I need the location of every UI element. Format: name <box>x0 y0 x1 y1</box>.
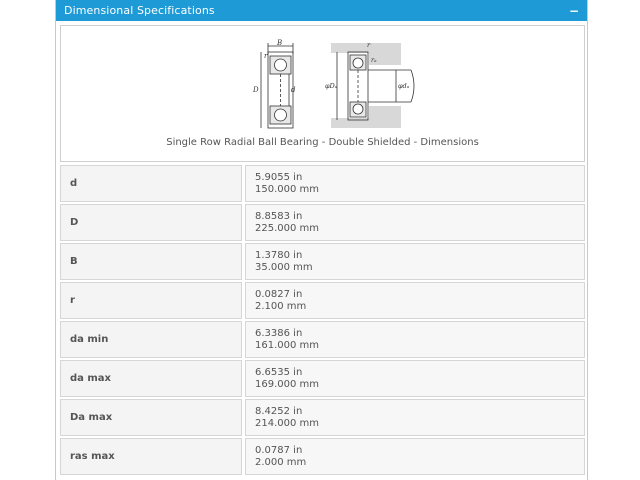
spec-value-inch: 1.3780 in <box>255 250 303 261</box>
spec-value-mm: 169.000 mm <box>255 379 320 390</box>
spec-value-mm: 2.000 mm <box>255 457 307 468</box>
spec-label: da max <box>60 360 242 397</box>
spec-value <box>245 438 585 475</box>
spec-label: Da max <box>60 399 242 436</box>
spec-value-inch: 8.8583 in <box>255 211 303 222</box>
spec-value-inch: 5.9055 in <box>255 172 303 183</box>
collapse-icon[interactable]: − <box>568 3 579 18</box>
spec-value <box>245 204 585 241</box>
spec-label: da min <box>60 321 242 358</box>
label-da: φdₐ <box>398 82 410 90</box>
label-D: D <box>253 86 259 94</box>
label-B: B <box>277 39 283 47</box>
spec-value-mm: 35.000 mm <box>255 262 313 273</box>
spec-value-mm: 2.100 mm <box>255 301 307 312</box>
bearing-figure <box>60 25 585 162</box>
spec-value <box>245 165 585 202</box>
spec-value-inch: 0.0827 in <box>255 289 303 300</box>
spec-row-da-max <box>60 360 585 397</box>
bearing-dimensions-diagram <box>251 38 451 136</box>
spec-value-mm: 214.000 mm <box>255 418 320 429</box>
label-r-left: r <box>264 52 268 60</box>
spec-row-D <box>60 204 585 241</box>
spec-row-d <box>60 165 585 202</box>
panel-header[interactable] <box>56 0 587 21</box>
spec-label: B <box>60 243 242 280</box>
spec-value <box>245 282 585 319</box>
spec-value-inch: 0.0787 in <box>255 445 303 456</box>
figure-caption: Single Row Radial Ball Bearing - Double Shielded - Dimensions <box>166 137 479 148</box>
spec-value-mm: 161.000 mm <box>255 340 320 351</box>
label-r-right: r <box>367 41 371 49</box>
spec-row-Da-max <box>60 399 585 436</box>
label-Da: φDₐ <box>325 82 338 90</box>
dimensional-specifications-panel <box>55 0 588 480</box>
spec-value <box>245 321 585 358</box>
panel-title: Dimensional Specifications <box>64 4 215 17</box>
spec-row-r <box>60 282 585 319</box>
spec-value-mm: 150.000 mm <box>255 184 320 195</box>
spec-value <box>245 360 585 397</box>
spec-row-ras-max <box>60 438 585 475</box>
spec-value <box>245 243 585 280</box>
spec-value <box>245 399 585 436</box>
spec-label: D <box>60 204 242 241</box>
label-d: d <box>291 86 296 94</box>
spec-value-inch: 6.3386 in <box>255 328 303 339</box>
spec-value-inch: 8.4252 in <box>255 406 303 417</box>
spec-row-B <box>60 243 585 280</box>
spec-label: r <box>60 282 242 319</box>
label-ra: rₐ <box>371 56 377 64</box>
spec-label: d <box>60 165 242 202</box>
spec-value-mm: 225.000 mm <box>255 223 320 234</box>
spec-row-da-min <box>60 321 585 358</box>
spec-value-inch: 6.6535 in <box>255 367 303 378</box>
spec-label: ras max <box>60 438 242 475</box>
